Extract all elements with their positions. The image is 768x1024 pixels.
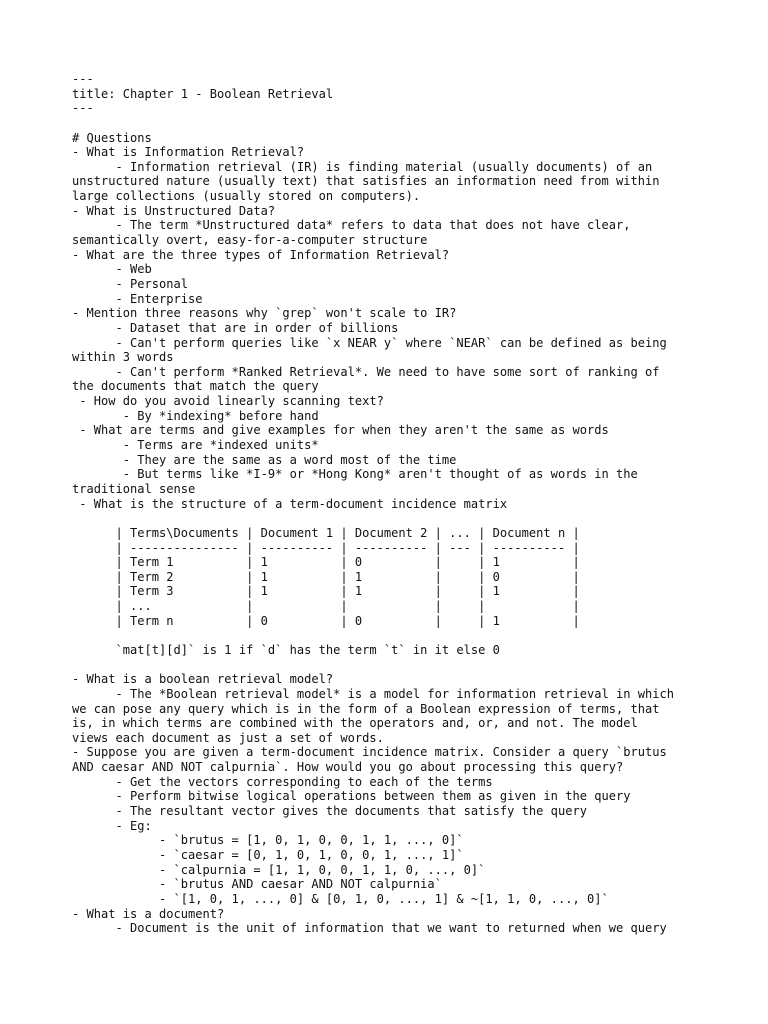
document-line: [72, 116, 712, 131]
document-line: - `brutus = [1, 0, 1, 0, 0, 1, 1, ..., 0]`: [72, 833, 464, 848]
document-text: [72, 72, 712, 936]
document-line: | Term 1 | 1 | 0 | | 1 |: [72, 555, 580, 570]
document-line: # Questions: [72, 130, 152, 145]
document-line: - What are the three types of Information Retrieval?: [72, 247, 450, 262]
document-line: title: Chapter 1 - Boolean Retrieval: [72, 86, 334, 101]
document-line: ---: [72, 72, 94, 86]
document-line: - The *Boolean retrieval model* is a model for information retrieval in which: [72, 686, 674, 701]
document-line: - Enterprise: [72, 291, 203, 306]
document-line: - `caesar = [0, 1, 0, 1, 0, 0, 1, ..., 1]`: [72, 847, 464, 862]
document-line: unstructured nature (usually text) that satisfies an information need from within: [72, 174, 660, 189]
document-line: - The term *Unstructured data* refers to data that does not have clear,: [72, 218, 631, 233]
document-line: - Get the vectors corresponding to each of the terms: [72, 774, 493, 789]
document-line: - By *indexing* before hand: [72, 408, 319, 423]
document-line: - What is Unstructured Data?: [72, 203, 276, 218]
document-line: - Personal: [72, 276, 189, 291]
document-line: - Suppose you are given a term-document incidence matrix. Consider a query `brutus: [72, 745, 667, 760]
document-line: | Term 3 | 1 | 1 | | 1 |: [72, 584, 580, 599]
document-line: | ... | | | | |: [72, 599, 580, 614]
document-line: - The resultant vector gives the documents that satisfy the query: [72, 804, 587, 819]
document-line: [72, 628, 712, 643]
document-line: the documents that match the query: [72, 379, 319, 394]
document-line: semantically overt, easy-for-a-computer structure: [72, 233, 428, 248]
document-line: | Term n | 0 | 0 | | 1 |: [72, 613, 580, 628]
document-line: - But terms like *I-9* or *Hong Kong* aren't thought of as words in the: [72, 467, 638, 482]
document-line: - `brutus AND caesar AND NOT calpurnia`: [72, 877, 442, 892]
document-line: is, in which terms are combined with the operators and, or, and not. The model: [72, 716, 638, 731]
document-line: within 3 words: [72, 350, 174, 365]
document-line: - `calpurnia = [1, 1, 0, 0, 1, 1, 0, ..., 0]`: [72, 862, 486, 877]
document-line: | Term 2 | 1 | 1 | | 0 |: [72, 569, 580, 584]
document-line: - Information retrieval (IR) is finding material (usually documents) of an: [72, 159, 653, 174]
document-line: - Can't perform queries like `x NEAR y` where `NEAR` can be defined as being: [72, 335, 667, 350]
document-line: - Perform bitwise logical operations between them as given in the query: [72, 789, 631, 804]
document-line: - Eg:: [72, 818, 152, 833]
document-line: - `[1, 0, 1, ..., 0] & [0, 1, 0, ..., 1] & ~[1, 1, 0, ..., 0]`: [72, 891, 609, 906]
document-line: - Mention three reasons why `grep` won't scale to IR?: [72, 306, 457, 321]
document-line: | --------------- | ---------- | ---------- | --- | ---------- |: [72, 540, 580, 555]
document-line: - They are the same as a word most of the time: [72, 452, 457, 467]
document-line: - What is a document?: [72, 906, 225, 921]
document-line: - Dataset that are in order of billions: [72, 320, 399, 335]
document-line: - How do you avoid linearly scanning text?: [72, 394, 384, 409]
document-line: we can pose any query which is in the form of a Boolean expression of terms, that: [72, 701, 660, 716]
document-line: - Web: [72, 262, 152, 277]
document-line: large collections (usually stored on computers).: [72, 189, 421, 204]
document-line: - Document is the unit of information that we want to returned when we query: [72, 921, 667, 936]
document-line: [72, 511, 712, 526]
document-line: `mat[t][d]` is 1 if `d` has the term `t` in it else 0: [72, 642, 500, 657]
document-line: - What is the structure of a term-document incidence matrix: [72, 496, 508, 511]
document-line: traditional sense: [72, 481, 196, 496]
document-line: AND caesar AND NOT calpurnia`. How would you go about processing this query?: [72, 760, 624, 775]
document-line: - Terms are *indexed units*: [72, 438, 319, 453]
document-line: - What is a boolean retrieval model?: [72, 672, 334, 687]
document-line: | Terms\Documents | Document 1 | Document 2 | ... | Document n |: [72, 525, 580, 540]
document-line: - Can't perform *Ranked Retrieval*. We need to have some sort of ranking of: [72, 364, 660, 379]
document-line: - What is Information Retrieval?: [72, 145, 305, 160]
document-line: ---: [72, 101, 94, 116]
document-line: - What are terms and give examples for when they aren't the same as words: [72, 423, 609, 438]
document-line: [72, 658, 712, 673]
document-line: views each document as just a set of words.: [72, 730, 384, 745]
